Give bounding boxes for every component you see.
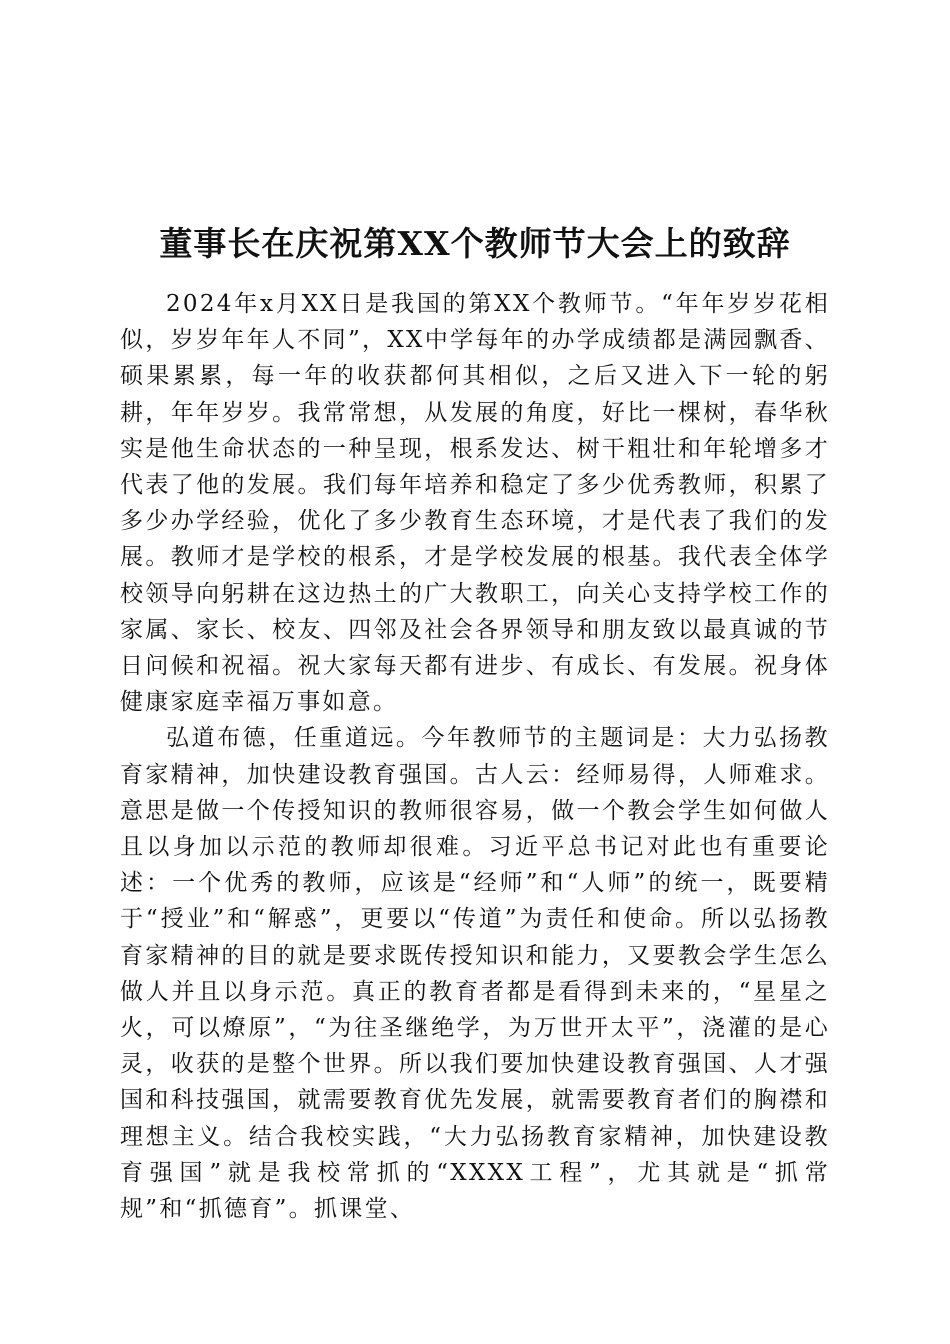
document-title: 董事长在庆祝第XX个教师节大会上的致辞 — [159, 224, 791, 264]
paragraph-2: 弘道布德，任重道远。今年教师节的主题词是：大力弘扬教育家精神，加快建设教育强国。古人云：经师易得，人师难求。意思是做一个传授知识的教师很容易，做一个教会学生如何做人且以身加以示范的教师却很难。习近平总书记对此也有重要论述：一个优秀的教师，应该是“经师”和“人师”的统一，既要精于“授业”和“解惑”，更要以“传道”为责任和使命。所以弘扬教育家精神的目的就是要求既传授知识和能力，又要教会学生怎么做人并且以身示范。真正的教育者都是看得到未来的，“星星之火，可以燎原”，“为往圣继绝学，为万世开太平”，浇灌的是心灵，收获的是整个世界。所以我们要加快建设教育强国、人才强国和科技强国，就需要教育优先发展，就需要教育者们的胸襟和理想主义。结合我校实践，“大力弘扬教育家精神，加快建设教育强国”就是我校常抓的“XXXX工程”，尤其就是“抓常规”和“抓德育”。抓课堂、 — [120, 725, 830, 1223]
document-body — [120, 286, 830, 1227]
paragraph-1: 2024年x月XX日是我国的第XX个教师节。“年年岁岁花相似，岁岁年年人不同”，XX中学每年的办学成绩都是满园飘香、硕果累累，每一年的收获都何其相似，之后又进入下一轮的躬耕，年年岁岁。我常常想，从发展的角度，好比一棵树，春华秋实是他生命状态的一种呈现，根系发达、树干粗壮和年轮增多才代表了他的发展。我们每年培养和稳定了多少优秀教师，积累了多少办学经验，优化了多少教育生态环境，才是代表了我们的发展。教师才是学校的根系，才是学校发展的根基。我代表全体学校领导向躬耕在这边热土的广大教职工，向关心支持学校工作的家属、家长、校友、四邻及社会各界领导和朋友致以最真诚的节日问候和祝福。祝大家每天都有进步、有成长、有发展。祝身体健康家庭幸福万事如意。 — [120, 291, 830, 716]
